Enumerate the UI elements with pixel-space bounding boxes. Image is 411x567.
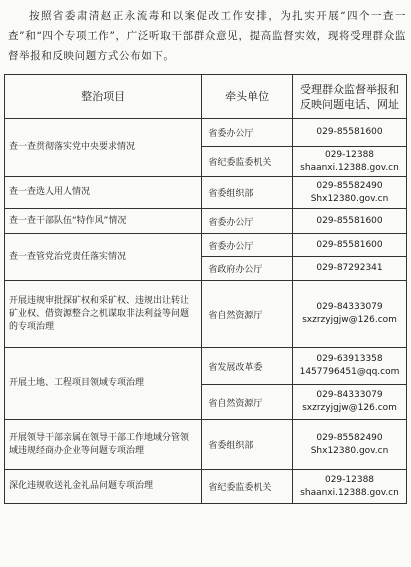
lead-unit: 省委组织部 bbox=[202, 420, 293, 470]
table-row bbox=[5, 234, 407, 257]
contact-cell bbox=[293, 147, 407, 177]
table-row bbox=[5, 119, 407, 147]
complaint-channels-table bbox=[4, 74, 407, 504]
table-row bbox=[5, 420, 407, 470]
contact-cell bbox=[293, 281, 407, 348]
contact-cell bbox=[293, 420, 407, 470]
contact-cell bbox=[293, 119, 407, 147]
intro-paragraph: 按照省委肃清赵正永流毒和以案促改工作安排，为扎实开展“四个一查一查”和“四个专项工作”，广泛听取干部群众意见，提高监督实效，现将受理群众监督举报和反映问题方式公布如下。 bbox=[8, 10, 406, 62]
contact-cell bbox=[293, 234, 407, 257]
contact-cell bbox=[293, 177, 407, 209]
rectification-item: 深化违规收送礼金礼品问题专项治理 bbox=[5, 470, 202, 504]
lead-unit: 省纪委监委机关 bbox=[202, 470, 293, 504]
contact-cell bbox=[293, 209, 407, 234]
header-contact: 受理群众监督举报和反映问题电话、网址 bbox=[293, 75, 407, 119]
table-row bbox=[5, 281, 407, 348]
table-row bbox=[5, 177, 407, 209]
rectification-item: 查一查选人用人情况 bbox=[5, 177, 202, 209]
contact-cell bbox=[293, 385, 407, 420]
lead-unit: 省委办公厅 bbox=[202, 234, 293, 257]
table-header-row bbox=[5, 75, 407, 119]
lead-unit: 省委办公厅 bbox=[202, 209, 293, 234]
contact-cell bbox=[293, 470, 407, 504]
phone-number: 029-85581600 bbox=[316, 239, 383, 250]
rectification-item: 开展土地、工程项目领域专项治理 bbox=[5, 348, 202, 420]
lead-unit: 省纪委监委机关 bbox=[202, 147, 293, 177]
table-body bbox=[5, 119, 407, 504]
phone-number: 029-85582490 bbox=[316, 432, 383, 443]
phone-number: 029-85581600 bbox=[316, 215, 383, 226]
lead-unit: 省发展改革委 bbox=[202, 348, 293, 385]
table-row bbox=[5, 348, 407, 385]
lead-unit: 省委办公厅 bbox=[202, 119, 293, 147]
table-row bbox=[5, 209, 407, 234]
web-address: Shx12380.gov.cn bbox=[310, 445, 389, 456]
web-address: shaanxi.12388.gov.cn bbox=[300, 487, 399, 498]
phone-number: 029-12388 bbox=[324, 474, 375, 485]
phone-number: 029-63913358 bbox=[316, 354, 383, 364]
web-address: sxzrzyjgjw@126.com bbox=[302, 315, 397, 325]
rectification-item: 查一查贯彻落实党中央要求情况 bbox=[5, 119, 202, 177]
rectification-item: 开展违规审批探矿权和采矿权、违规出让转让矿业权、借资源整合之机谋取非法利益等问题的专项治理 bbox=[5, 281, 202, 348]
phone-number: 029-85581600 bbox=[316, 127, 383, 137]
phone-number: 029-12388 bbox=[324, 149, 375, 160]
rectification-item: 查一查干部队伍“特作风”情况 bbox=[5, 209, 202, 234]
web-address: sxzrzyjgjw@126.com bbox=[302, 403, 397, 413]
phone-number: 029-84333079 bbox=[316, 390, 383, 400]
contact-cell bbox=[293, 348, 407, 385]
lead-unit: 省委组织部 bbox=[202, 177, 293, 209]
lead-unit: 省政府办公厅 bbox=[202, 257, 293, 281]
phone-number: 029-87292341 bbox=[316, 263, 383, 273]
rectification-item: 查一查管党治党责任落实情况 bbox=[5, 234, 202, 281]
web-address: shaanxi.12388.gov.cn bbox=[300, 162, 399, 173]
header-unit: 牵头单位 bbox=[202, 75, 293, 119]
table-row bbox=[5, 470, 407, 504]
phone-number: 029-84333079 bbox=[316, 302, 383, 312]
lead-unit: 省自然资源厅 bbox=[202, 385, 293, 420]
web-address: 1457796451@qq.com bbox=[299, 367, 400, 377]
rectification-item: 开展领导干部亲属在领导干部工作地域分管领域违规经商办企业等问题专项治理 bbox=[5, 420, 202, 470]
phone-number: 029-85582490 bbox=[316, 180, 383, 191]
contact-cell bbox=[293, 257, 407, 281]
header-item: 整治项目 bbox=[5, 75, 202, 119]
lead-unit: 省自然资源厅 bbox=[202, 281, 293, 348]
web-address: Shx12380.gov.cn bbox=[310, 193, 389, 204]
